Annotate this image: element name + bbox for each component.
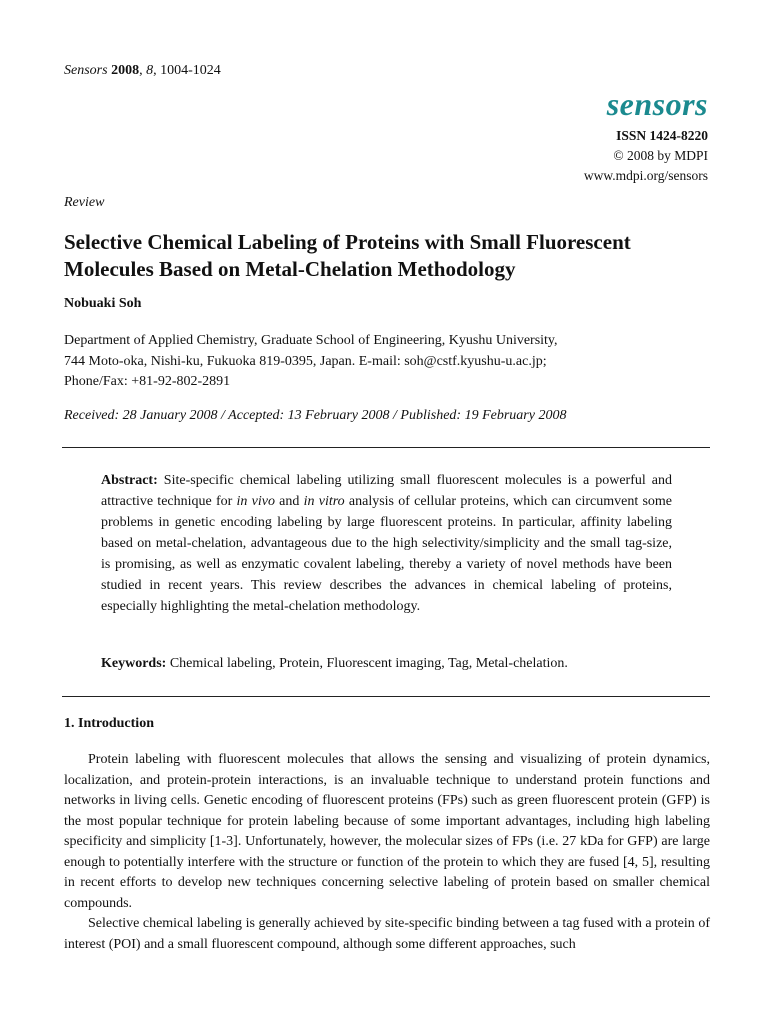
author-affiliation xyxy=(64,331,558,393)
keywords-label: Keywords: xyxy=(101,656,167,671)
article-title: Selective Chemical Labeling of Proteins with Small Fluorescent Molecules Based on Metal-Chelation Methodology xyxy=(64,230,631,281)
article-author: Nobuaki Soh xyxy=(64,296,142,311)
article-type: Review xyxy=(64,195,105,210)
section-heading: 1. Introduction xyxy=(64,716,154,731)
publication-dates: Received: 28 January 2008 / Accepted: 13 February 2008 / Published: 19 February 2008 xyxy=(64,408,567,423)
journal-volume: 8 xyxy=(146,63,154,78)
abstract-emphasis: in vitro xyxy=(303,494,345,509)
paragraph: Protein labeling with fluorescent molecules that allows the sensing and visualizing of protein dynamics, localization, and protein-protein interactions, is an invaluable technique to understand protein functions and networks in living cells. Genetic encoding of fluorescent proteins (FPs) such as green fluorescent protein (GFP) is the most popular technique for protein labeling because of some important advantages, including high labeling specificity and simplicity [1-3]. Unfortunately, however, the molecular sizes of FPs (i.e. 27 kDa for GFP) are large enough to potentially interfere with the structure or function of the protein to which they are fused [4, 5], resulting in recent efforts to develop new techniques concerning selective labeling of protein based on smaller chemical compounds. xyxy=(64,752,710,911)
abstract-text: and xyxy=(274,494,304,509)
journal-year: 2008 xyxy=(111,63,140,78)
journal-meta xyxy=(584,126,708,186)
journal-pages: , 1004-1024 xyxy=(153,63,221,78)
journal-logo: sensors xyxy=(606,86,708,122)
copyright: © 2008 by MDPI xyxy=(613,148,708,163)
journal-citation: Sensors 2008, 8, 1004-1024 xyxy=(64,63,221,78)
journal-name: Sensors xyxy=(64,63,108,78)
abstract-text: analysis of cellular proteins, which can circumvent some problems in genetic encoding labeling by large fluorescent proteins. In particular, affinity labeling based on metal-chelation, advantageous due to the high selectivity/simplicity and the small tag-size, is promising, as well as enzymatic covalent labeling, thereby a variety of novel methods have been studied in recent years. This review describes the advances in chemical labeling of proteins, especially highlighting the metal-chelation methodology. xyxy=(101,494,672,614)
introduction-body xyxy=(64,750,710,955)
issn: ISSN 1424-8220 xyxy=(616,128,708,143)
divider-top xyxy=(62,447,710,448)
abstract-emphasis: in vivo xyxy=(236,494,275,509)
keywords xyxy=(101,656,672,672)
keywords-text: Chemical labeling, Protein, Fluorescent imaging, Tag, Metal-chelation. xyxy=(166,656,568,671)
abstract-label: Abstract: xyxy=(101,473,158,488)
affiliation-line: Phone/Fax: +81-92-802-2891 xyxy=(64,374,231,389)
affiliation-line: 744 Moto-oka, Nishi-ku, Fukuoka 819-0395, Japan. E-mail: soh@cstf.kyushu-u.ac.jp; xyxy=(64,353,547,369)
paragraph: Selective chemical labeling is generally achieved by site-specific binding between a tag fused with a protein of interest (POI) and a small fluorescent compound, although some different approaches, such xyxy=(64,916,710,952)
abstract-text: Site-specific chemical labeling utilizing small fluorescent molecules is a powerful and attractive technique for xyxy=(101,473,672,509)
abstract xyxy=(101,470,672,617)
affiliation-line: Department of Applied Chemistry, Graduate School of Engineering, Kyushu University, xyxy=(64,333,558,348)
website-link[interactable]: www.mdpi.org/sensors xyxy=(583,168,708,183)
divider-bottom xyxy=(62,696,710,697)
